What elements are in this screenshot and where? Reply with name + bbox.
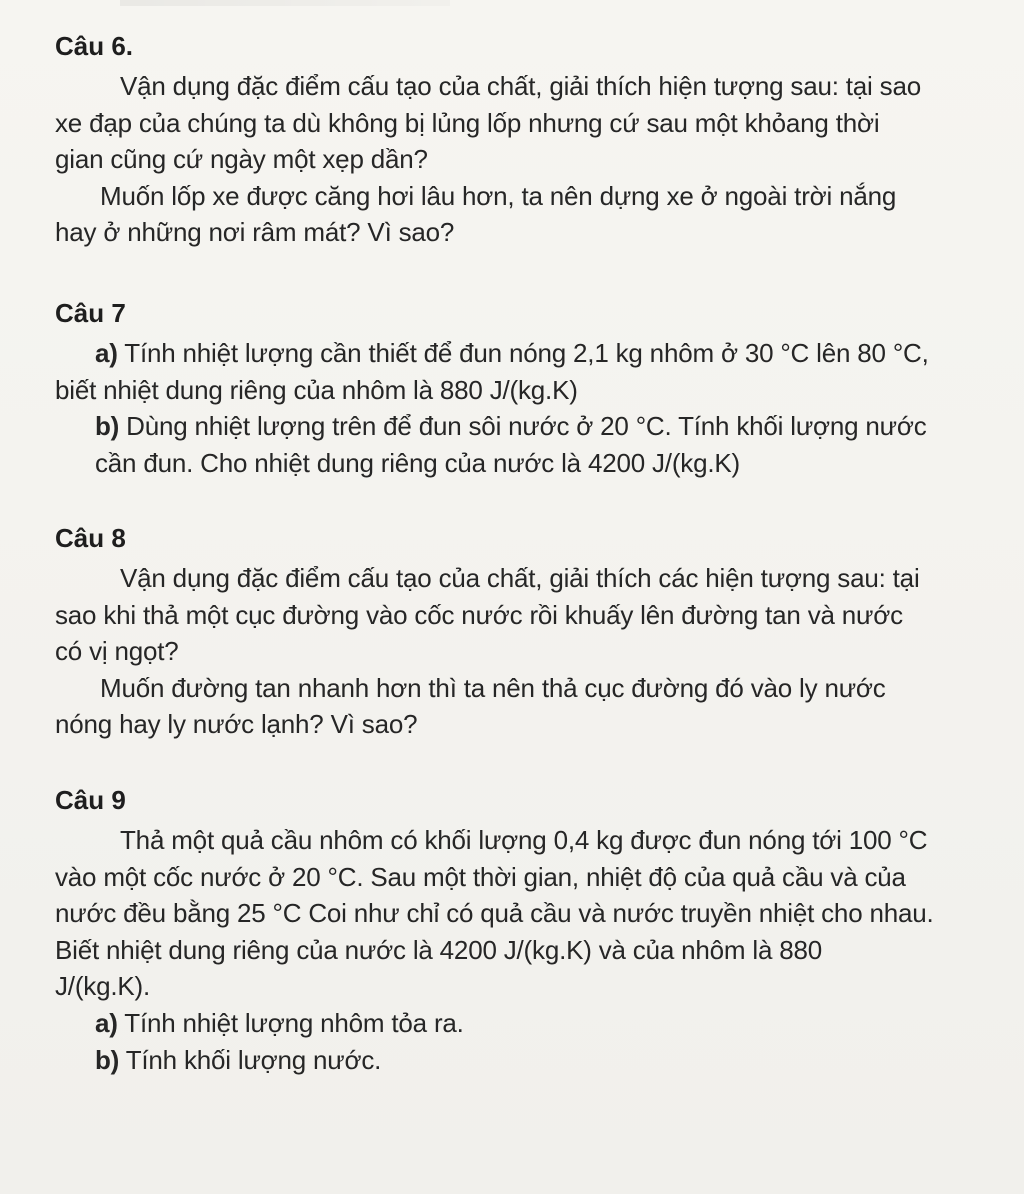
question-9-paragraph-line-4: Biết nhiệt dung riêng của nước là 4200 J/(kg.K) và của nhôm là 880 [55, 934, 823, 965]
question-9-part-b-text: Tính khối lượng nước. [125, 1044, 382, 1075]
question-6-paragraph-1-line-1: Vận dụng đặc điểm cấu tạo của chất, giải thích hiện tượng sau: tại sao [120, 71, 921, 101]
question-9-paragraph-line-1: Thả một quả cầu nhôm có khối lượng 0,4 kg được đun nóng tới 100 °C [120, 825, 928, 855]
question-9-part-b [55, 1042, 1010, 1079]
question-7-part-b-line-2: cần đun. Cho nhiệt dung riêng của nước là 4200 J/(kg.K) [95, 447, 740, 478]
question-9-paragraph-line-5: J/(kg.K). [55, 971, 150, 1002]
question-7-part-a-line-2: biết nhiệt dung riêng của nhôm là 880 J/(kg.K) [55, 374, 578, 405]
question-9-paragraph-line-2: vào một cốc nước ở 20 °C. Sau một thời gian, nhiệt độ của quả cầu và của [55, 861, 906, 892]
question-7-part-b-text: Dùng nhiệt lượng trên để đun sôi nước ở 20 °C. Tính khối lượng nước [126, 411, 927, 442]
question-8-paragraph-1-line-1: Vận dụng đặc điểm cấu tạo của chất, giải thích các hiện tượng sau: tại [120, 563, 920, 593]
question-7-part-b-label: b) [95, 411, 120, 442]
question-7-part-b-line-1 [55, 408, 1010, 445]
question-9 [55, 782, 1010, 1078]
question-7 [55, 295, 1010, 481]
question-8-paragraph-1-line-2: sao khi thả một cục đường vào cốc nước rồi khuấy lên đường tan và nước [55, 599, 903, 630]
question-7-part-a-label: a) [95, 338, 118, 368]
question-8-paragraph-2-line-1: Muốn đường tan nhanh hơn thì ta nên thả cục đường đó vào ly nước [100, 672, 886, 703]
question-6-paragraph-2-line-1: Muốn lốp xe được căng hơi lâu hơn, ta nên dựng xe ở ngoài trời nắng [100, 180, 897, 211]
question-9-part-a-label: a) [95, 1007, 118, 1038]
question-6-paragraph-2-line-2: hay ở những nơi râm mát? Vì sao? [55, 217, 455, 248]
question-9-paragraph-line-3: nước đều bằng 25 °C Coi như chỉ có quả cầu và nước truyền nhiệt cho nhau. [55, 898, 934, 929]
question-9-part-a [55, 1005, 1010, 1042]
question-7-part-a-line-1 [55, 335, 1010, 372]
question-7-part-a-text: Tính nhiệt lượng cần thiết để đun nóng 2,1 kg nhôm ở 30 °C lên 80 °C, [124, 338, 929, 368]
question-9-title: Câu 9 [55, 785, 126, 815]
question-8-title: Câu 8 [55, 523, 126, 553]
question-8 [55, 520, 1010, 743]
question-6-paragraph-1-line-2: xe đạp của chúng ta dù không bị lủng lốp nhưng cứ sau một khỏang thời [55, 107, 880, 138]
cropped-text-remnant [120, 0, 450, 6]
question-6 [55, 28, 1010, 251]
question-6-paragraph-1-line-3: gian cũng cứ ngày một xẹp dần? [55, 144, 428, 175]
question-6-title: Câu 6. [55, 31, 134, 61]
question-9-part-a-text: Tính nhiệt lượng nhôm tỏa ra. [124, 1007, 464, 1038]
question-8-paragraph-1-line-3: có vị ngọt? [55, 636, 179, 667]
question-8-paragraph-2-line-2: nóng hay ly nước lạnh? Vì sao? [55, 709, 418, 740]
question-7-title: Câu 7 [55, 298, 126, 328]
question-9-part-b-label: b) [95, 1044, 120, 1075]
